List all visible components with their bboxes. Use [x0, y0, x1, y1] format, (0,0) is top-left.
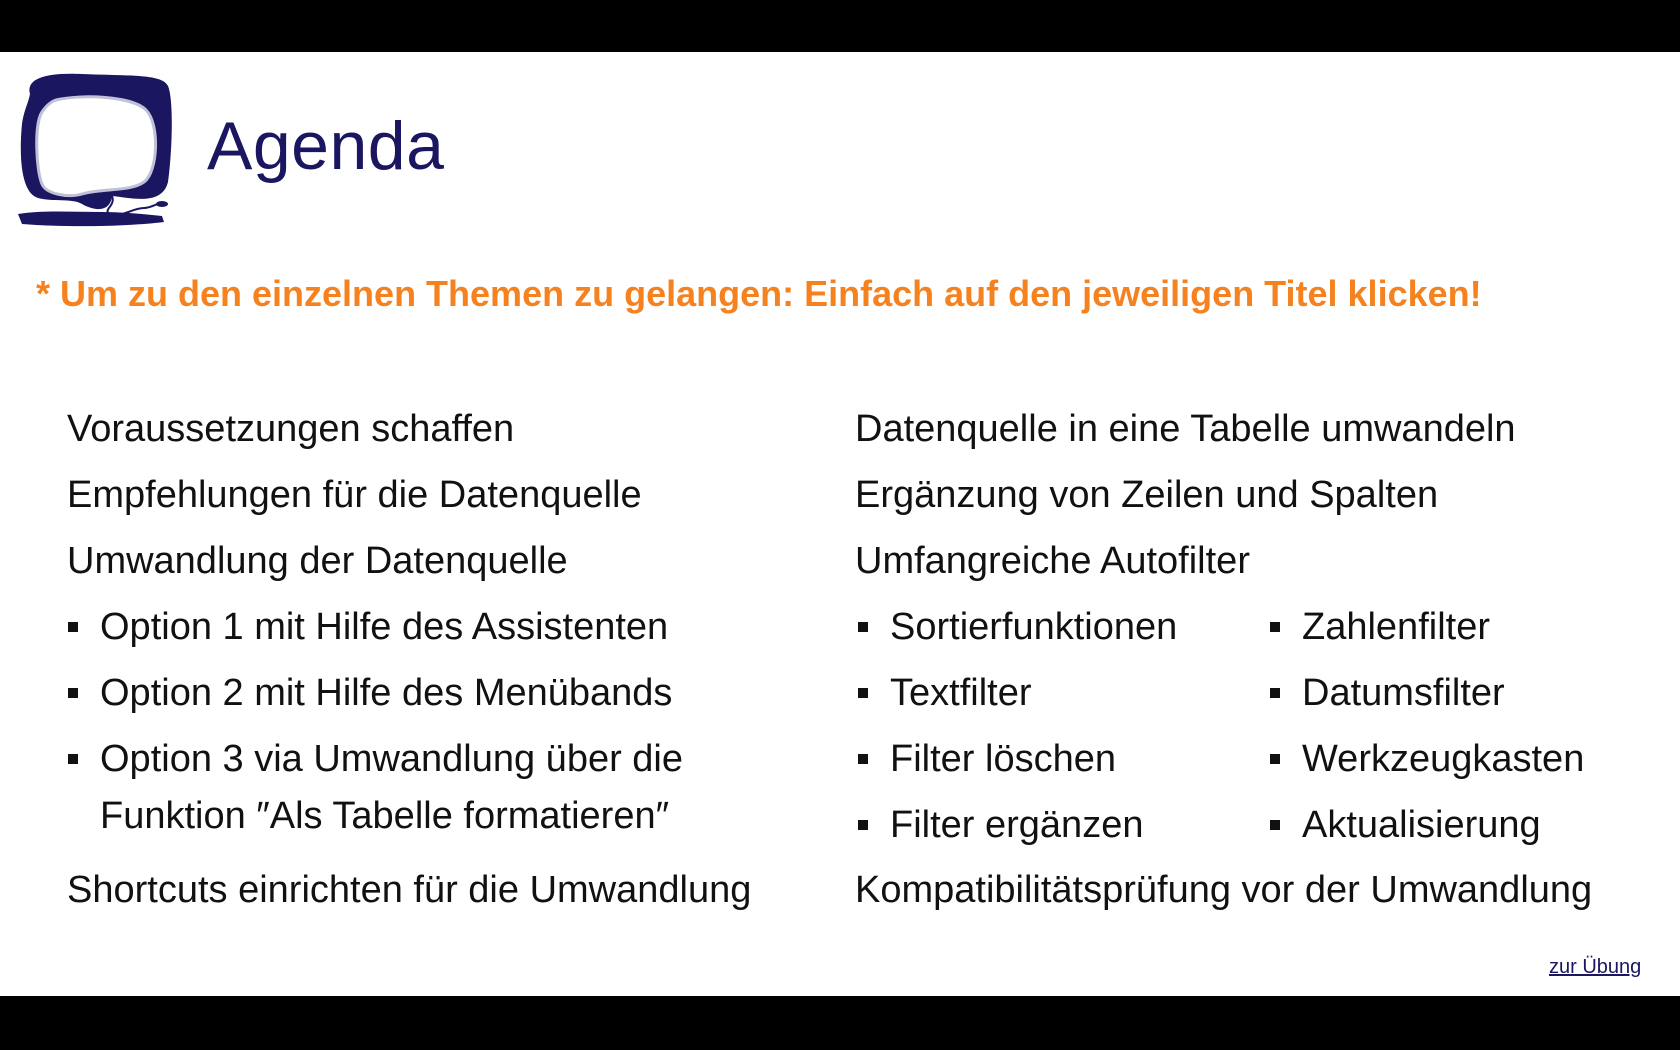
topic-shortcuts[interactable]: Shortcuts einrichten für die Umwandlung [67, 869, 752, 911]
monitor-logo-icon [12, 64, 178, 230]
bullet-label[interactable]: Sortierfunktionen [890, 606, 1178, 648]
exercise-link[interactable]: zur Übung [1549, 956, 1642, 978]
topic-datenquelle-umwandeln[interactable]: Datenquelle in eine Tabelle umwandeln [855, 408, 1516, 450]
bullet-square-icon [858, 688, 868, 698]
bullet-square-icon [1270, 622, 1280, 632]
bullet-square-icon [68, 622, 78, 632]
topic-ergaenzung[interactable]: Ergänzung von Zeilen und Spalten [855, 474, 1439, 516]
bullet-label[interactable]: Filter ergänzen [890, 804, 1144, 846]
topic-kompatibilitaet[interactable]: Kompatibilitätsprüfung vor der Umwandlung [855, 869, 1593, 911]
bullet-square-icon [1270, 820, 1280, 830]
letterbox-bottom [0, 996, 1680, 1050]
topic-empfehlungen[interactable]: Empfehlungen für die Datenquelle [67, 474, 642, 516]
letterbox-top [0, 0, 1680, 52]
bullet-square-icon [1270, 688, 1280, 698]
bullet-square-icon [858, 754, 868, 764]
bullet-option-3-continued[interactable]: Funktion ″Als Tabelle formatieren″ [100, 795, 670, 837]
bullet-label[interactable]: Aktualisierung [1302, 804, 1541, 846]
bullet-label[interactable]: Zahlenfilter [1302, 606, 1490, 648]
bullet-square-icon [858, 820, 868, 830]
bullet-label[interactable]: Option 3 via Umwandlung über die [100, 738, 684, 780]
topic-autofilter[interactable]: Umfangreiche Autofilter [855, 540, 1250, 582]
bullet-label[interactable]: Option 1 mit Hilfe des Assistenten [100, 606, 669, 648]
bullet-label[interactable]: Option 2 mit Hilfe des Menübands [100, 672, 673, 714]
bullet-label[interactable]: Datumsfilter [1302, 672, 1505, 714]
page-title: Agenda [207, 108, 445, 184]
navigation-hint: * Um zu den einzelnen Themen zu gelangen: Einfach auf den jeweiligen Titel klicken! [36, 273, 1482, 314]
bullet-label[interactable]: Filter löschen [890, 738, 1116, 780]
topic-umwandlung[interactable]: Umwandlung der Datenquelle [67, 540, 568, 582]
bullet-square-icon [68, 754, 78, 764]
bullet-label[interactable]: Werkzeugkasten [1302, 738, 1585, 780]
slide [0, 52, 1680, 996]
bullet-square-icon [68, 688, 78, 698]
bullet-square-icon [1270, 754, 1280, 764]
bullet-label[interactable]: Textfilter [890, 672, 1032, 714]
topic-voraussetzungen[interactable]: Voraussetzungen schaffen [67, 408, 515, 450]
bullet-square-icon [858, 622, 868, 632]
